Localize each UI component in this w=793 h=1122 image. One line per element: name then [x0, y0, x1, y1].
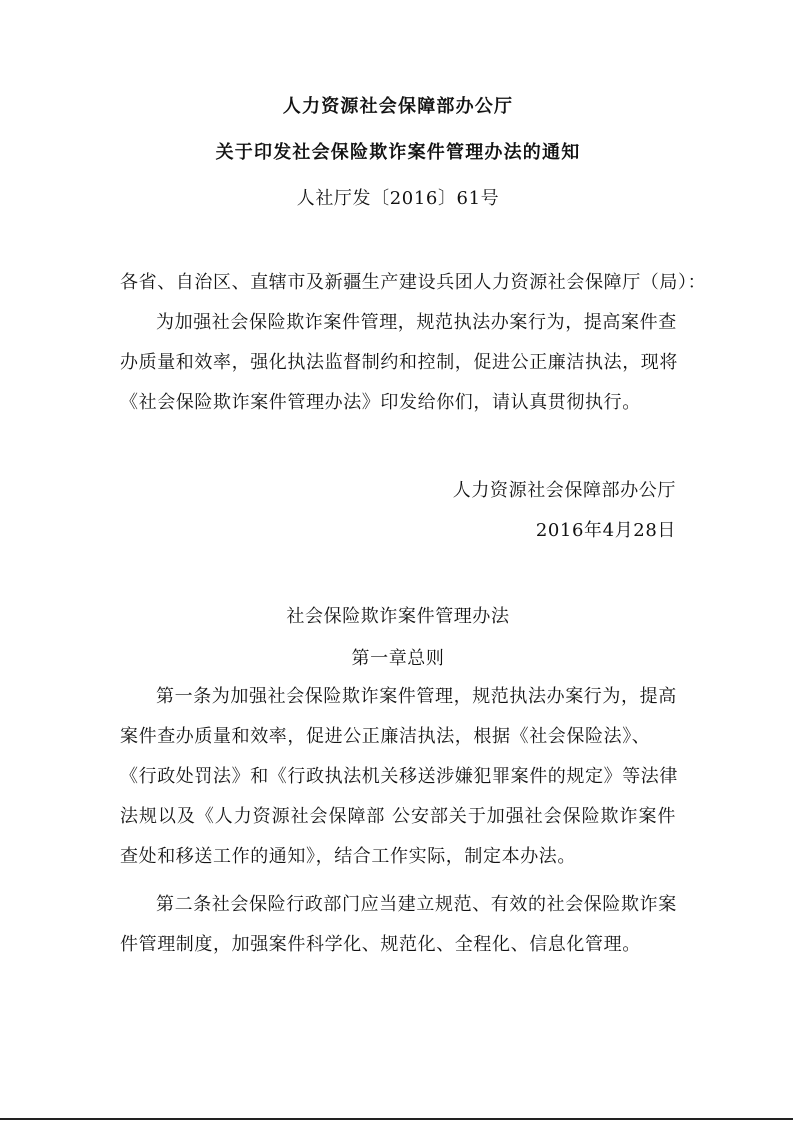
article-1-line-1: 第一条为加强社会保险欺诈案件管理，规范执法办案行为，提高	[156, 686, 677, 707]
article-2-line-1: 第二条社会保险行政部门应当建立规范、有效的社会保险欺诈案	[156, 894, 677, 915]
notice-body-line-1: 为加强社会保险欺诈案件管理，规范执法办案行为，提高案件查	[156, 312, 677, 333]
notice-body-line-2: 办质量和效率，强化执法监督制约和控制，促进公正廉洁执法，现将	[120, 352, 678, 373]
measures-title: 社会保险欺诈案件管理办法	[286, 606, 510, 627]
article-1-line-3: 《行政处罚法》和《行政执法机关移送涉嫌犯罪案件的规定》等法律	[120, 766, 678, 787]
chapter-heading: 第一章总则	[351, 648, 445, 669]
document-number: 人社厅发〔2016〕61号	[296, 188, 500, 209]
article-1-line-4: 法规以及《人力资源社会保障部 公安部关于加强社会保险欺诈案件	[120, 806, 676, 827]
article-1-line-2: 案件查办质量和效率，促进公正廉洁执法，根据《社会保险法》、	[120, 726, 651, 747]
notice-title: 关于印发社会保险欺诈案件管理办法的通知	[215, 142, 581, 163]
addressee: 各省、自治区、直辖市及新疆生产建设兵团人力资源社会保障厅（局）：	[120, 272, 707, 293]
signature-organization: 人力资源社会保障部办公厅	[452, 480, 676, 501]
issuer-heading: 人力资源社会保障部办公厅	[282, 96, 514, 117]
article-1-line-5: 查处和移送工作的通知》，结合工作实际，制定本办法。	[120, 846, 576, 867]
page-bottom-rule	[0, 1118, 793, 1120]
notice-body-line-3: 《社会保险欺诈案件管理办法》印发给你们，请认真贯彻执行。	[120, 392, 641, 413]
signature-date: 2016年4月28日	[535, 520, 676, 541]
article-2-line-2: 件管理制度，加强案件科学化、规范化、全程化、信息化管理。	[120, 934, 641, 955]
